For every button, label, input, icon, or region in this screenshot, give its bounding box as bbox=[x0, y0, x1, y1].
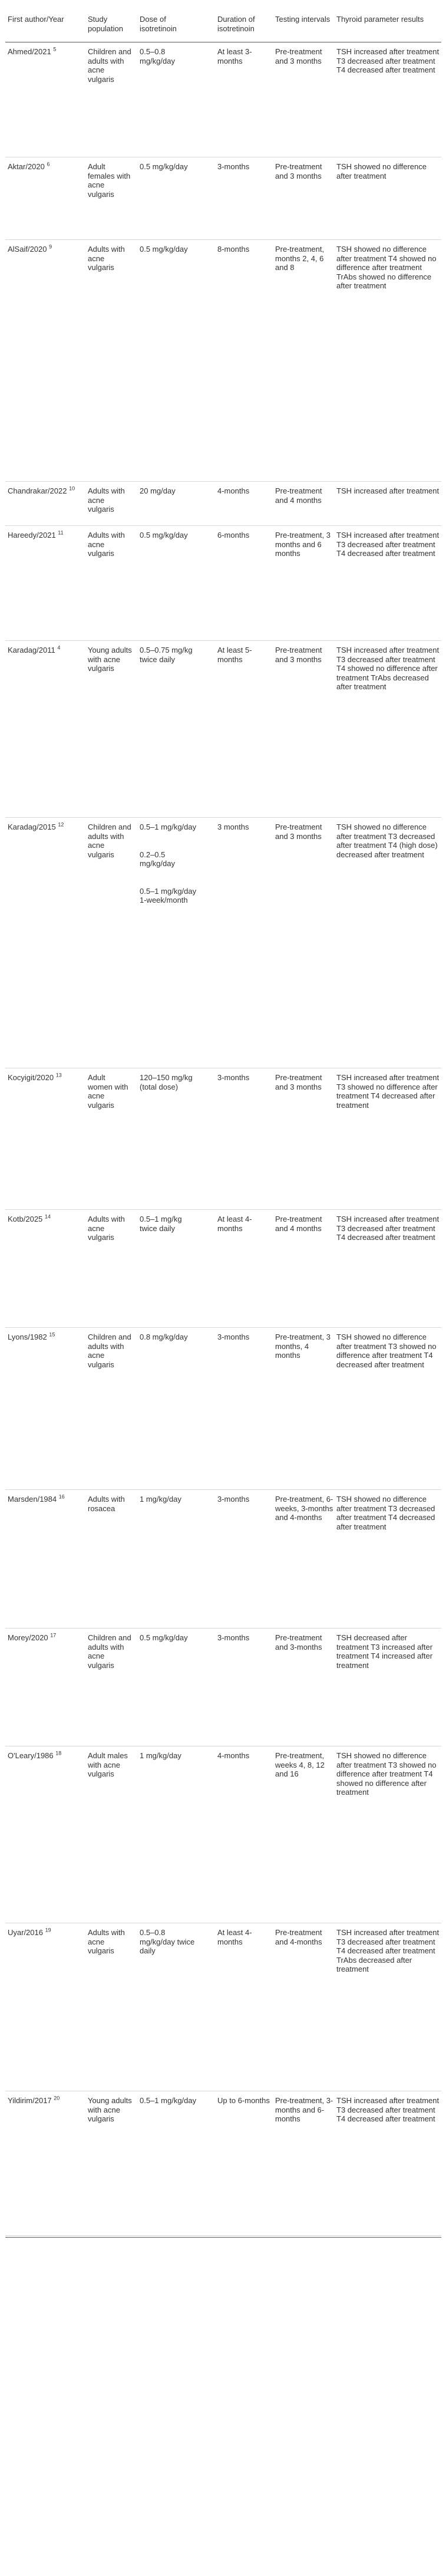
cell-results: TSH increased after treatment T3 decreased after treatment T4 showed no difference after treatment TrAbs decreased after treatment bbox=[336, 646, 440, 691]
cell-intervals: Pre-treatment and 3 months bbox=[275, 162, 322, 180]
table-row bbox=[5, 641, 441, 818]
header-population: Study population bbox=[88, 15, 123, 33]
author-year: Marsden/1984 bbox=[8, 1495, 57, 1504]
dose-value: 0.5 mg/kg/day bbox=[140, 1633, 188, 1642]
reference-number: 19 bbox=[45, 1927, 51, 1933]
reference-number: 12 bbox=[58, 821, 64, 828]
header-intervals: Testing intervals bbox=[275, 15, 331, 24]
cell-population: Children and adults with acne vulgaris bbox=[88, 1333, 131, 1369]
reference-number: 10 bbox=[69, 485, 75, 492]
author-year: Karadag/2015 bbox=[8, 823, 56, 831]
cell-intervals: Pre-treatment and 4 months bbox=[275, 1215, 322, 1233]
cell-population: Adults with rosacea bbox=[88, 1495, 125, 1513]
author-year: Hareedy/2021 bbox=[8, 531, 56, 539]
dose-value: 0.2–0.5 mg/kg/day bbox=[140, 850, 175, 868]
cell-population: Adults with acne vulgaris bbox=[88, 531, 125, 558]
reference-number: 15 bbox=[49, 1331, 55, 1338]
cell-dose bbox=[140, 245, 199, 254]
cell-dose bbox=[140, 1215, 199, 1233]
cell-dose bbox=[140, 2096, 199, 2105]
header-results: Thyroid parameter results bbox=[336, 15, 424, 24]
dose-value: 20 mg/day bbox=[140, 486, 176, 495]
cell-author bbox=[8, 1215, 87, 1224]
cell-intervals: Pre-treatment, 3 months and 6 months bbox=[275, 531, 331, 558]
dose-value: 1 mg/kg/day bbox=[140, 1751, 181, 1760]
cell-author bbox=[8, 245, 87, 254]
cell-intervals: Pre-treatment and 3-months bbox=[275, 1633, 322, 1651]
cell-dose bbox=[140, 1495, 199, 1504]
table-row bbox=[5, 157, 441, 240]
dose-spacer bbox=[140, 832, 199, 850]
dose-value: 0.5–1 mg/kg/day bbox=[140, 823, 197, 831]
reference-number: 9 bbox=[49, 244, 52, 250]
cell-results: TSH increased after treatment T3 showed no difference after treatment T4 decreased after treatment bbox=[336, 1073, 440, 1110]
author-year: Chandrakar/2022 bbox=[8, 486, 67, 495]
table-row bbox=[5, 1628, 441, 1746]
cell-results: TSH showed no difference after treatment T3 showed no difference after treatment T4 showed no difference after treatment bbox=[336, 1751, 437, 1797]
table-header-row bbox=[5, 6, 441, 42]
cell-author bbox=[8, 162, 87, 172]
cell-author bbox=[8, 1633, 87, 1643]
author-year: Kotb/2025 bbox=[8, 1215, 43, 1223]
table-row bbox=[5, 1328, 441, 1490]
cell-duration: 3-months bbox=[217, 1333, 250, 1341]
author-year: Karadag/2011 bbox=[8, 646, 55, 654]
cell-population: Children and adults with acne vulgaris bbox=[88, 47, 131, 84]
cell-duration: 3-months bbox=[217, 1495, 250, 1504]
cell-population: Adults with acne vulgaris bbox=[88, 1215, 125, 1242]
cell-dose bbox=[140, 646, 199, 664]
reference-number: 20 bbox=[54, 2095, 60, 2101]
cell-results: TSH increased after treatment T3 decreased after treatment T4 decreased after treatment bbox=[336, 1215, 440, 1242]
table-row bbox=[5, 482, 441, 526]
cell-duration: 3-months bbox=[217, 1633, 250, 1642]
cell-results: TSH increased after treatment T3 decreased after treatment T4 decreased after treatment bbox=[336, 531, 440, 558]
cell-population: Children and adults with acne vulgaris bbox=[88, 823, 131, 859]
header-duration: Duration of isotretinoin bbox=[217, 15, 255, 33]
cell-duration: 3-months bbox=[217, 1073, 250, 1082]
cell-duration: 8-months bbox=[217, 245, 250, 254]
cell-duration: At least 4-months bbox=[217, 1928, 252, 1946]
dose-value: 0.5–0.75 mg/kg twice daily bbox=[140, 646, 193, 664]
cell-intervals: Pre-treatment, months 2, 4, 6 and 8 bbox=[275, 245, 325, 272]
cell-intervals: Pre-treatment and 3 months bbox=[275, 47, 322, 65]
cell-intervals: Pre-treatment and 3 months bbox=[275, 823, 322, 841]
author-year: Morey/2020 bbox=[8, 1633, 48, 1642]
dose-value: 0.5 mg/kg/day bbox=[140, 245, 188, 254]
cell-results: TSH showed no difference after treatment T3 decreased after treatment T4 decreased after treatment bbox=[336, 1495, 435, 1531]
author-year: Ahmed/2021 bbox=[8, 47, 51, 56]
table-row bbox=[5, 240, 441, 482]
cell-duration: 4-months bbox=[217, 486, 250, 495]
cell-results: TSH showed no difference after treatment T4 showed no difference after treatment TrAbs showed no difference after treatment bbox=[336, 245, 437, 290]
cell-intervals: Pre-treatment, 3 months, 4 months bbox=[275, 1333, 331, 1360]
cell-author bbox=[8, 2096, 87, 2105]
dose-value: 120–150 mg/kg (total dose) bbox=[140, 1073, 193, 1091]
cell-author bbox=[8, 1333, 87, 1342]
table-row bbox=[5, 1490, 441, 1628]
table-row bbox=[5, 2091, 441, 2236]
dose-spacer bbox=[140, 868, 199, 887]
reference-number: 13 bbox=[55, 1072, 62, 1078]
cell-intervals: Pre-treatment and 3 months bbox=[275, 646, 322, 664]
table-bottom-rule bbox=[5, 2237, 441, 2238]
table-row bbox=[5, 1210, 441, 1328]
cell-duration: At least 5-months bbox=[217, 646, 252, 664]
cell-dose bbox=[140, 531, 199, 540]
cell-dose bbox=[140, 1751, 199, 1761]
author-year: Kocyigit/2020 bbox=[8, 1073, 54, 1082]
cell-duration: 3 months bbox=[217, 823, 249, 831]
cell-duration: 3-months bbox=[217, 162, 250, 171]
thyroid-studies-table bbox=[5, 6, 441, 2236]
author-year: O'Leary/1986 bbox=[8, 1751, 54, 1760]
dose-value: 0.5–0.8 mg/kg/day twice daily bbox=[140, 1928, 195, 1955]
cell-dose bbox=[140, 47, 199, 65]
cell-results: TSH increased after treatment bbox=[336, 486, 440, 495]
cell-author bbox=[8, 1073, 87, 1083]
cell-duration: 6-months bbox=[217, 531, 250, 539]
cell-population: Adult females with acne vulgaris bbox=[88, 162, 131, 199]
cell-author bbox=[8, 47, 87, 57]
cell-author bbox=[8, 1495, 87, 1504]
table-row bbox=[5, 42, 441, 157]
reference-number: 14 bbox=[44, 1213, 51, 1220]
cell-duration: At least 3-months bbox=[217, 47, 252, 65]
cell-duration: At least 4-months bbox=[217, 1215, 252, 1233]
cell-population: Young adults with acne vulgaris bbox=[88, 646, 132, 673]
table-row bbox=[5, 818, 441, 1068]
header-dose: Dose of isotretinoin bbox=[140, 15, 177, 33]
author-year: AlSaif/2020 bbox=[8, 245, 47, 254]
cell-results: TSH showed no difference after treatment T3 decreased after treatment T4 (high dose) decreased after treatment bbox=[336, 823, 438, 859]
cell-population: Young adults with acne vulgaris bbox=[88, 2096, 132, 2123]
cell-results: TSH showed no difference after treatment bbox=[336, 162, 427, 180]
cell-results: TSH decreased after treatment T3 increased after treatment T4 increased after treatment bbox=[336, 1633, 433, 1670]
cell-intervals: Pre-treatment, weeks 4, 8, 12 and 16 bbox=[275, 1751, 325, 1778]
cell-intervals: Pre-treatment, 6-weeks, 3-months and 4-months bbox=[275, 1495, 333, 1522]
cell-duration: Up to 6-months bbox=[217, 2096, 270, 2105]
cell-dose bbox=[140, 486, 199, 496]
author-year: Yildirim/2017 bbox=[8, 2096, 52, 2105]
cell-author bbox=[8, 646, 87, 655]
dose-value: 0.5–0.8 mg/kg/day bbox=[140, 47, 175, 65]
author-year: Uyar/2016 bbox=[8, 1928, 43, 1937]
cell-results: TSH showed no difference after treatment T3 showed no difference after treatment T4 decreased after treatment bbox=[336, 1333, 437, 1369]
cell-results: TSH increased after treatment T3 decreased after treatment T4 decreased after treatment TrAbs decreased after treatment bbox=[336, 1928, 440, 1973]
cell-dose bbox=[140, 1928, 199, 1956]
reference-number: 18 bbox=[55, 1750, 62, 1756]
cell-intervals: Pre-treatment, 3-months and 6-months bbox=[275, 2096, 333, 2123]
cell-author bbox=[8, 531, 87, 540]
cell-population: Adults with acne vulgaris bbox=[88, 486, 125, 514]
cell-author bbox=[8, 823, 87, 832]
cell-duration: 4-months bbox=[217, 1751, 250, 1760]
dose-value: 0.5–1 mg/kg/day 1-week/month bbox=[140, 886, 197, 904]
cell-dose bbox=[140, 162, 199, 172]
cell-results: TSH increased after treatment T3 decreased after treatment T4 decreased after treatment bbox=[336, 2096, 440, 2123]
reference-number: 6 bbox=[47, 161, 50, 167]
reference-number: 5 bbox=[53, 46, 57, 52]
cell-population: Adult males with acne vulgaris bbox=[88, 1751, 128, 1778]
cell-population: Adults with acne vulgaris bbox=[88, 245, 125, 272]
author-year: Lyons/1982 bbox=[8, 1333, 47, 1341]
cell-population: Adult women with acne vulgaris bbox=[88, 1073, 128, 1110]
dose-value: 0.8 mg/kg/day bbox=[140, 1333, 188, 1341]
cell-intervals: Pre-treatment and 4 months bbox=[275, 486, 322, 505]
cell-intervals: Pre-treatment and 3 months bbox=[275, 1073, 322, 1091]
cell-author bbox=[8, 1928, 87, 1937]
header-author: First author/Year bbox=[8, 15, 64, 24]
dose-value: 1 mg/kg/day bbox=[140, 1495, 181, 1504]
cell-dose bbox=[140, 1633, 199, 1643]
cell-population: Children and adults with acne vulgaris bbox=[88, 1633, 131, 1670]
cell-results: TSH increased after treatment T3 decreased after treatment T4 decreased after treatment bbox=[336, 47, 440, 74]
reference-number: 16 bbox=[58, 1493, 65, 1500]
dose-value: 0.5–1 mg/kg/day bbox=[140, 2096, 197, 2105]
dose-value: 0.5 mg/kg/day bbox=[140, 531, 188, 539]
author-year: Aktar/2020 bbox=[8, 162, 45, 171]
table-body bbox=[5, 42, 441, 2236]
cell-intervals: Pre-treatment and 4-months bbox=[275, 1928, 322, 1946]
cell-dose bbox=[140, 1073, 199, 1091]
cell-dose bbox=[140, 1333, 199, 1342]
cell-population: Adults with acne vulgaris bbox=[88, 1928, 125, 1955]
table-row bbox=[5, 526, 441, 641]
table-row bbox=[5, 1068, 441, 1210]
cell-dose bbox=[140, 823, 199, 905]
dose-value: 0.5–1 mg/kg twice daily bbox=[140, 1215, 182, 1233]
reference-number: 11 bbox=[58, 529, 64, 536]
reference-number: 4 bbox=[57, 644, 61, 651]
cell-author bbox=[8, 1751, 87, 1761]
table-row bbox=[5, 1923, 441, 2091]
table-row bbox=[5, 1746, 441, 1923]
reference-number: 17 bbox=[50, 1632, 57, 1639]
cell-author bbox=[8, 486, 87, 496]
dose-value: 0.5 mg/kg/day bbox=[140, 162, 188, 171]
